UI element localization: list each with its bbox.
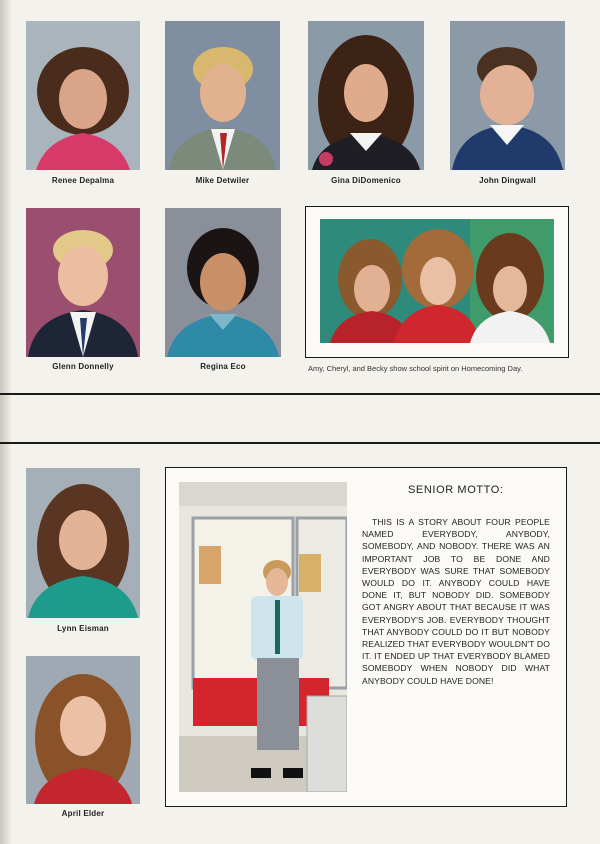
classroom-photo (179, 482, 347, 792)
senior-motto-text: THIS IS A STORY ABOUT FOUR PEOPLE NAMED EVERYBODY, ANYBODY, SOMEBODY, AND NOBODY. THERE WAS AN IMPORTANT JOB TO BE DONE AND EVERYBODY WAS SURE THAT SOMEBODY WOULD DO IT. ANYBODY COULD HAVE DONE IT, BUT NOBODY DID. SOMEBODY GOT ANGRY ABOUT THAT BECAUSE IT WAS EVERYBODY'S JOB. EVERYBODY THOUGHT THAT ANYBODY COULD DO IT BUT NOBODY REALIZED THAT EVERYBODY WOULDN'T DO IT. IT ENDED UP THAT EVERYBODY BLAMED SOMEBODY WHEN NOBODY DID WHAT ANYBODY COULD HAVE DONE! (362, 517, 550, 686)
portrait-name: John Dingwall (479, 176, 536, 185)
portrait-mike-detwiler (165, 21, 280, 170)
section-divider (0, 393, 600, 395)
candid-caption: Amy, Cheryl, and Becky show school spirit on Homecoming Day. (308, 364, 523, 373)
portrait-name: Glenn Donnelly (52, 362, 114, 371)
portrait-john-dingwall (450, 21, 565, 170)
portrait-name: Gina DiDomenico (331, 176, 401, 185)
portrait-name: Lynn Eisman (57, 624, 109, 633)
portrait-renee-depalma (26, 21, 140, 170)
portrait-glenn-donnelly (26, 208, 140, 357)
portrait-name: Mike Detwiler (195, 176, 250, 185)
portrait-april-elder (26, 656, 140, 804)
portrait-lynn-eisman (26, 468, 140, 618)
senior-motto-title: SENIOR MOTTO: (408, 484, 504, 496)
portrait-name: Renee Depalma (51, 176, 115, 185)
portrait-gina-didomenico (308, 21, 424, 170)
section-divider (0, 442, 600, 444)
page-spine (0, 0, 12, 844)
portrait-name: Regina Eco (200, 362, 246, 371)
candid-photo (320, 219, 554, 343)
portrait-name: April Elder (61, 809, 105, 818)
portrait-regina-eco (165, 208, 281, 357)
